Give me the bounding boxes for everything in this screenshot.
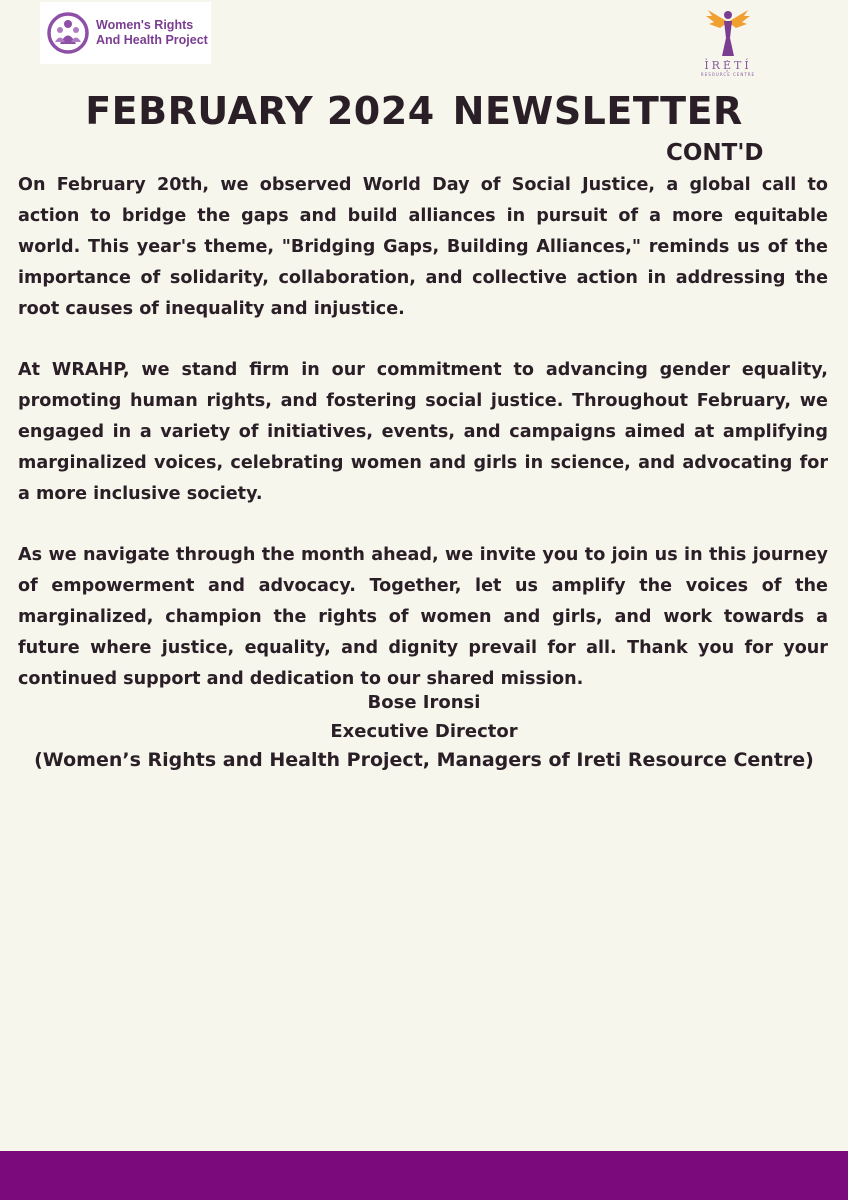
paragraph-wrahp-commitment: At WRAHP, we stand firm in our commitment to advancing gender equality, promoting human rights, and fostering social justice. Throughout February, we engaged in a variety of initiatives, events, and campaigns aimed at amplifying marginalized voices, celebrating women and girls in science, and advocating for a more inclusive society. xyxy=(18,360,828,504)
logo-left-line2: And Health Project xyxy=(96,33,208,47)
paragraph-social-justice: On February 20th, we observed World Day of Social Justice, a global call to action to bridge the gaps and build alliances in pursuit of a more equitable world. This year's theme, "Bridging Gaps, Building Alliances," reminds us of the importance of solidarity, collaboration, and collective action in addressing the root causes of inequality and injustice. xyxy=(18,175,828,319)
newsletter-title xyxy=(0,85,828,137)
continued-label: CONT'D xyxy=(666,140,764,166)
ireti-subtitle: RESOURCE CENTRE xyxy=(700,72,756,77)
newsletter-title-date: FEBRUARY 2024 xyxy=(85,89,435,133)
family-circle-icon xyxy=(46,11,90,55)
signatory-title: Executive Director xyxy=(330,721,518,742)
winged-figure-icon xyxy=(704,4,752,58)
signature-block xyxy=(0,688,848,775)
signatory-organization: (Women’s Rights and Health Project, Managers of Ireti Resource Centre) xyxy=(34,749,814,771)
signatory-name: Bose Ironsi xyxy=(367,692,481,713)
wrahp-logo xyxy=(40,2,211,64)
paragraph-invitation: As we navigate through the month ahead, we invite you to join us in this journey of empowerment and advocacy. Together, let us amplify the voices of the marginalized, champion the rights of women and girls, and work towards a future where justice, equality, and dignity prevail for all. Thank you for your continued support and dedication to our shared mission. xyxy=(18,545,828,689)
ireti-logo xyxy=(692,4,764,88)
logo-left-line1: Women's Rights xyxy=(96,18,194,32)
newsletter-title-word: NEWSLETTER xyxy=(452,89,743,133)
ireti-name: ÌRẸ̀TÍ xyxy=(704,59,752,72)
footer-bar xyxy=(0,1151,848,1200)
newsletter-body xyxy=(18,170,828,725)
